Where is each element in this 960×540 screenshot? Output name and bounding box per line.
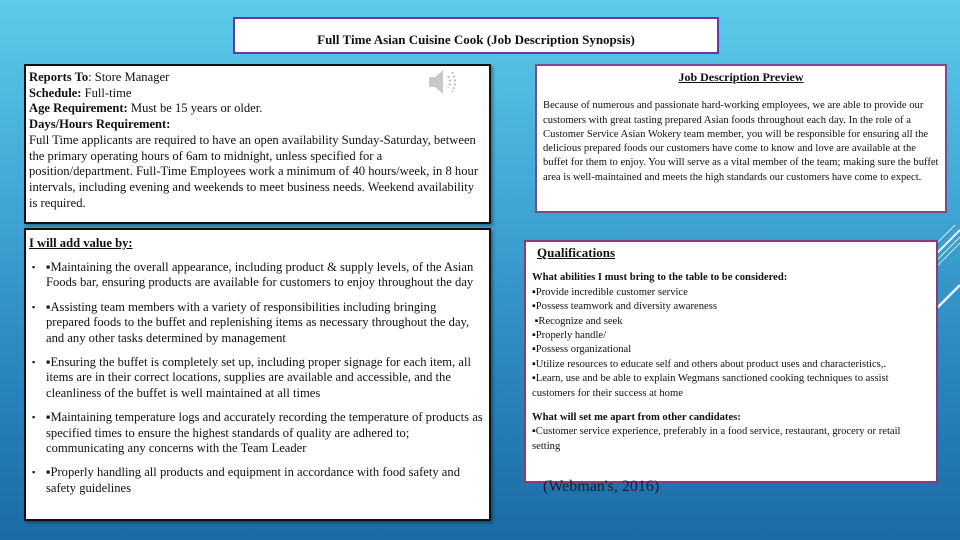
- set-apart-heading: What will set me apart from other candidates:: [532, 412, 741, 424]
- job-preview-title: Job Description Preview: [678, 70, 804, 84]
- list-item: ▪Provide incredible customer service: [532, 286, 688, 298]
- days-hours-label-text: Days/Hours Requirement:: [29, 117, 171, 132]
- list-item: [29, 260, 483, 290]
- list-item-text: ▪Properly handling all products and equipment in accordance with food safety and safety guidelines: [46, 465, 460, 495]
- citation: (Webman's, 2016): [543, 478, 660, 495]
- schedule-value: Full-time: [81, 85, 132, 100]
- bullet-icon: ▪: [32, 262, 36, 273]
- list-item: ▪Customer service experience, preferably in a food service, restaurant, grocery or retail setting: [532, 426, 901, 452]
- bullet-icon: ▪: [32, 412, 36, 423]
- reports-to-value: : Store Manager: [88, 70, 170, 84]
- page-title: Full Time Asian Cuisine Cook (Job Description Synopsis): [317, 32, 635, 47]
- abilities-list: [532, 286, 930, 401]
- add-value-box: [24, 228, 491, 521]
- job-preview-text: Because of numerous and passionate hard-working employees, we are able to provide our customers with great tasting prepared Asian foods throughout each day. In the role of a Customer Service Asian Wokery team member, you will be responsible for ensuring all the delicious prepared foods our customers have come to know and love are available at the buffet for them to enjoy. You will serve as a vital member of the team; making sure the buffet area is well-maintained and meets the high standards our customers have come to expect.: [543, 100, 939, 183]
- list-item-text: ▪Ensuring the buffet is completely set up, including proper signage for each item, all items are in their correct locations, supplies are available and accessible, and the cleanliness of the buffet is well maintained at all times: [46, 355, 471, 400]
- list-item: ▪Recognize and seek: [532, 315, 623, 327]
- page-title-box: [233, 17, 719, 54]
- list-item-text: ▪Assisting team members with a variety of responsibilities including bringing prepared foods to the buffet and replenishing items as necessary throughout the day, and any other tasks determined by management: [46, 300, 470, 345]
- add-value-title: I will add value by:: [29, 236, 133, 250]
- list-item-text: ▪Maintaining temperature logs and accurately recording the temperature of products as specified times to ensure the highest standards of quality are adhered to; communicating any concerns with the Team Leader: [46, 410, 483, 455]
- job-preview-box: [535, 64, 947, 213]
- list-item: ▪Possess teamwork and diversity awareness: [532, 301, 717, 313]
- qualifications-box: [524, 240, 938, 483]
- schedule-line: [29, 86, 485, 102]
- list-item: ▪Utilize resources to educate self and others about product uses and characteristics,.: [532, 358, 887, 370]
- abilities-heading: What abilities I must bring to the table to be considered:: [532, 272, 788, 284]
- add-value-list: [29, 260, 483, 496]
- list-item: [29, 410, 483, 456]
- qualifications-title: Qualifications: [537, 245, 616, 260]
- list-item: ▪Possess organizational: [532, 344, 632, 356]
- schedule-label: Schedule:: [29, 85, 82, 100]
- bullet-icon: ▪: [32, 467, 36, 478]
- list-item-text: ▪Maintaining the overall appearance, including product & supply levels, of the Asian Foods bar, ensuring products are available for customers to enjoy throughout the day: [46, 260, 474, 290]
- list-item: ▪Learn, use and be able to explain Wegmans sanctioned cooking techniques to assist customers for their success at home: [532, 373, 889, 399]
- list-item: [29, 355, 483, 401]
- set-apart-list: [532, 425, 930, 454]
- list-item: [29, 465, 483, 495]
- list-item: [29, 300, 483, 346]
- age-value: Must be 15 years or older.: [127, 101, 263, 116]
- bullet-icon: ▪: [32, 357, 36, 368]
- speaker-icon[interactable]: [427, 67, 461, 97]
- days-hours-label: [29, 117, 485, 133]
- reports-to-label: Reports To: [29, 70, 89, 84]
- bullet-icon: ▪: [32, 302, 36, 313]
- job-info-box: [24, 64, 491, 224]
- reports-to-line: [29, 70, 485, 86]
- age-label: Age Requirement:: [29, 101, 128, 116]
- age-line: [29, 101, 485, 117]
- days-hours-text: Full Time applicants are required to have an open availability Sunday-Saturday, between the primary operating hours of 6am to midnight, unless specified for a position/department. Full-Time Employees work a minimum of 40 hours/week, in 8 hour intervals, including evening and weekends to meet business needs. Weekend availability is required.: [29, 132, 479, 210]
- list-item: ▪Properly handle/: [532, 330, 607, 342]
